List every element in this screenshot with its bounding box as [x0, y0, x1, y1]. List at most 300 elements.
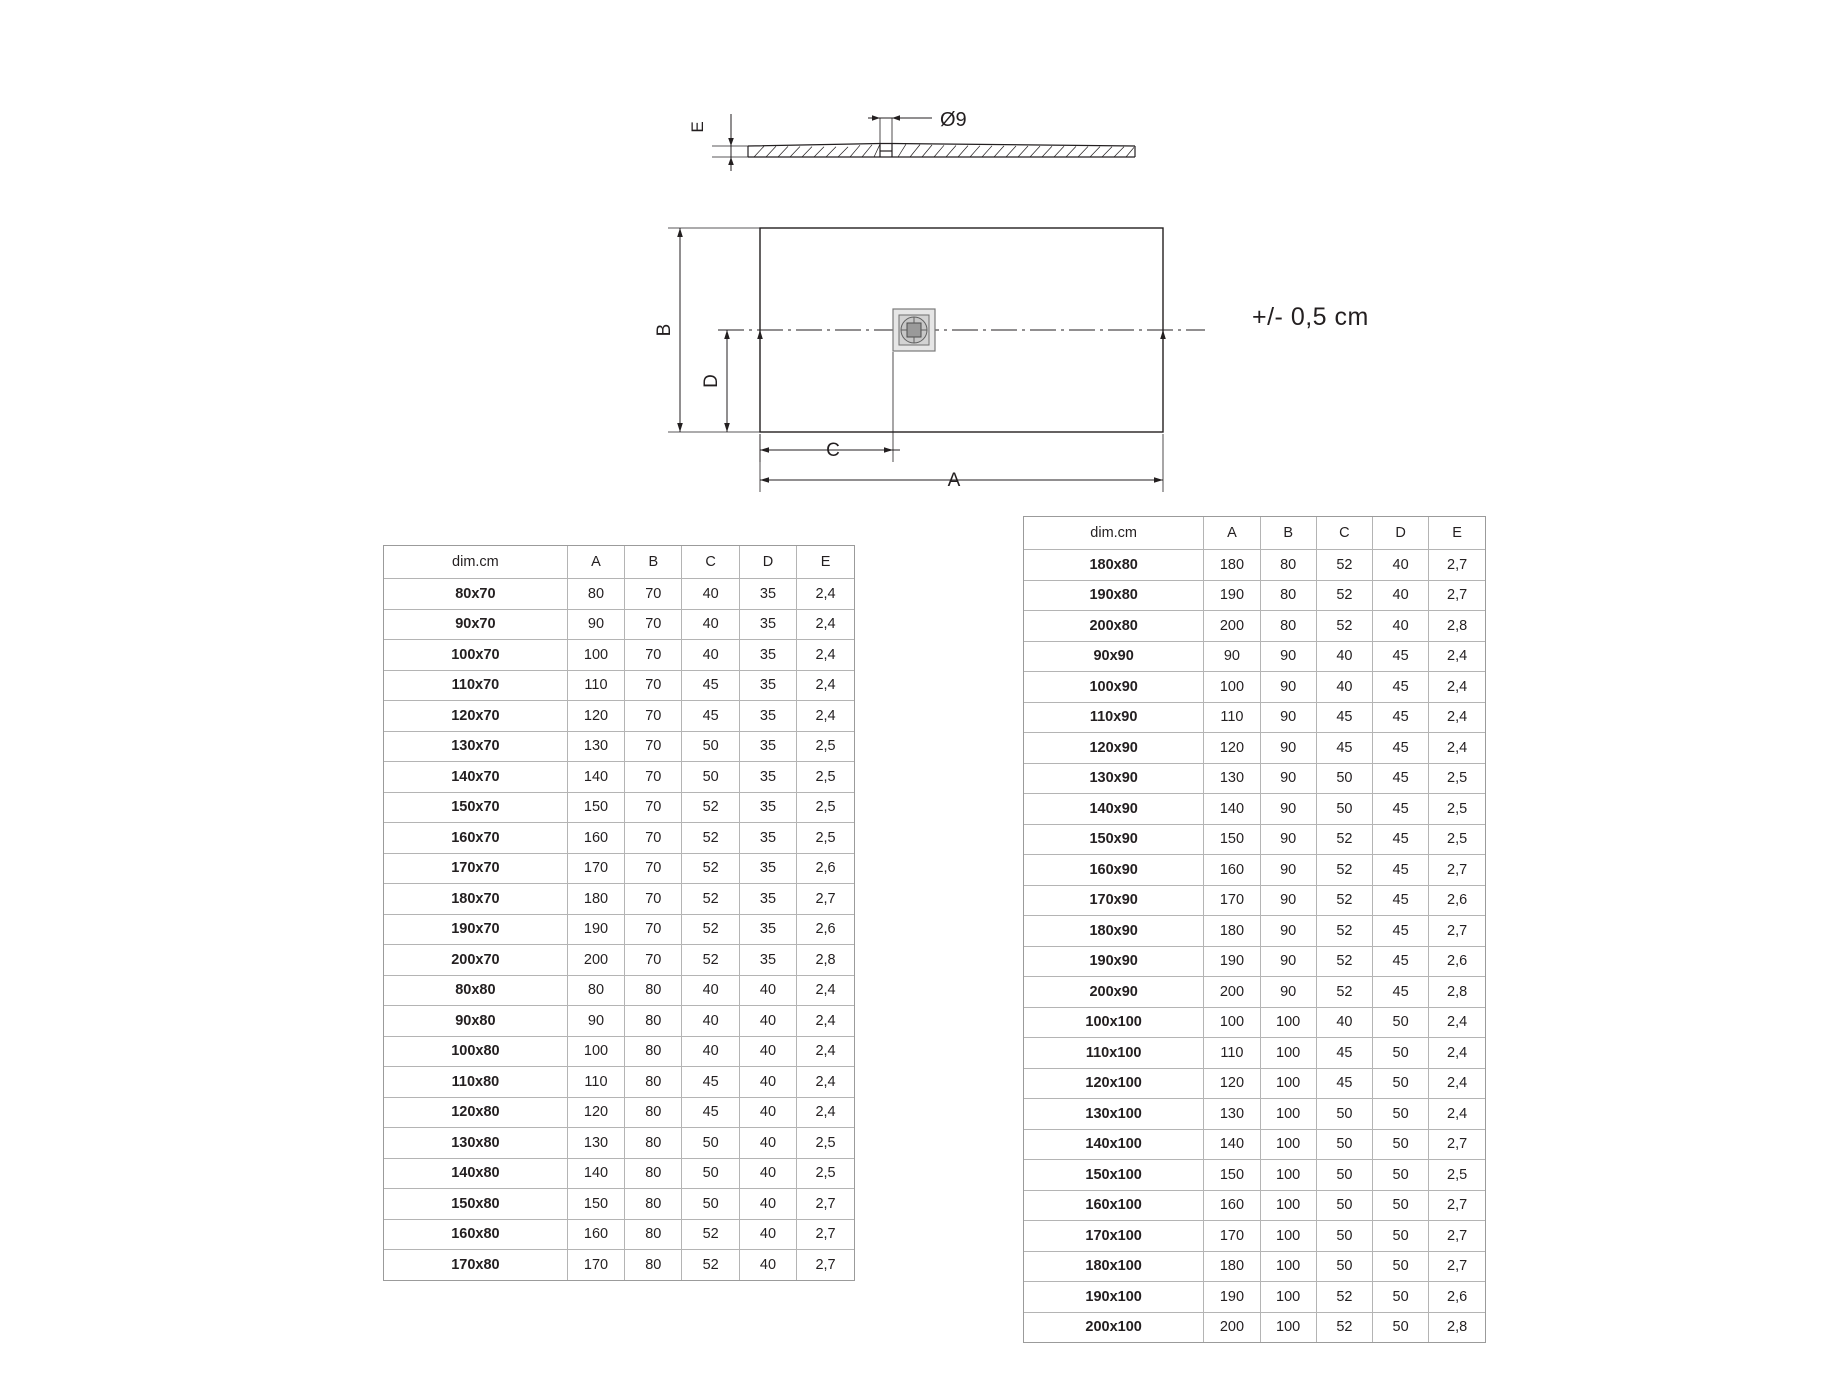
- cell-value: 90: [1260, 733, 1316, 764]
- cell-value: 50: [1373, 1038, 1429, 1069]
- column-header-dim: dim.cm: [384, 546, 567, 579]
- cell-value: 2,7: [1429, 550, 1485, 581]
- cell-value: 35: [739, 762, 796, 793]
- table-row: [384, 1128, 854, 1159]
- cell-dim: 120x100: [1024, 1068, 1204, 1099]
- cell-value: 200: [567, 945, 624, 976]
- table-row: [384, 579, 854, 610]
- cell-value: 90: [1260, 763, 1316, 794]
- table-row: [1024, 763, 1485, 794]
- cell-value: 140: [1204, 794, 1260, 825]
- cell-value: 100: [1260, 1099, 1316, 1130]
- cell-value: 2,5: [797, 823, 854, 854]
- cell-dim: 200x80: [1024, 611, 1204, 642]
- cell-dim: 140x90: [1024, 794, 1204, 825]
- cell-value: 40: [739, 975, 796, 1006]
- cell-value: 52: [682, 823, 739, 854]
- cell-value: 2,4: [797, 1097, 854, 1128]
- cell-dim: 110x70: [384, 670, 567, 701]
- cell-value: 50: [682, 731, 739, 762]
- cell-value: 120: [567, 1097, 624, 1128]
- cell-value: 40: [1373, 611, 1429, 642]
- cell-value: 45: [1316, 733, 1372, 764]
- cell-value: 2,4: [797, 701, 854, 732]
- table-row: [384, 884, 854, 915]
- cell-value: 50: [1316, 1221, 1372, 1252]
- cell-dim: 170x90: [1024, 885, 1204, 916]
- table-row: [1024, 1007, 1485, 1038]
- table-row: [1024, 611, 1485, 642]
- cell-value: 2,7: [1429, 580, 1485, 611]
- cell-value: 50: [1373, 1129, 1429, 1160]
- cell-value: 170: [567, 853, 624, 884]
- cell-value: 52: [1316, 1312, 1372, 1342]
- cell-dim: 90x80: [384, 1006, 567, 1037]
- cell-value: 50: [1316, 1190, 1372, 1221]
- cell-value: 100: [1260, 1068, 1316, 1099]
- cell-value: 2,4: [797, 1006, 854, 1037]
- table-row: [1024, 855, 1485, 886]
- cell-dim: 180x80: [1024, 550, 1204, 581]
- table-row: [1024, 1160, 1485, 1191]
- cell-value: 90: [1260, 824, 1316, 855]
- table-row: [1024, 733, 1485, 764]
- cell-value: 45: [682, 1097, 739, 1128]
- cell-value: 2,7: [1429, 855, 1485, 886]
- cell-value: 170: [1204, 885, 1260, 916]
- cell-dim: 110x100: [1024, 1038, 1204, 1069]
- cell-value: 2,5: [1429, 1160, 1485, 1191]
- cell-dim: 120x90: [1024, 733, 1204, 764]
- cell-value: 150: [567, 1189, 624, 1220]
- table-header-row: [384, 546, 854, 579]
- cell-value: 80: [625, 1128, 682, 1159]
- table-row: [1024, 1190, 1485, 1221]
- cell-value: 70: [625, 670, 682, 701]
- cell-value: 200: [1204, 611, 1260, 642]
- cell-value: 190: [1204, 580, 1260, 611]
- cell-value: 160: [567, 823, 624, 854]
- cell-value: 52: [1316, 946, 1372, 977]
- cell-value: 2,7: [797, 1219, 854, 1250]
- column-header-e: E: [797, 546, 854, 579]
- cell-value: 90: [1260, 672, 1316, 703]
- cell-dim: 140x80: [384, 1158, 567, 1189]
- column-header-a: A: [1204, 517, 1260, 550]
- cell-value: 120: [567, 701, 624, 732]
- table-header-row: [1024, 517, 1485, 550]
- table-row: [384, 762, 854, 793]
- cell-value: 40: [1373, 580, 1429, 611]
- cell-value: 35: [739, 701, 796, 732]
- cell-value: 80: [1260, 611, 1316, 642]
- cell-dim: 150x70: [384, 792, 567, 823]
- cell-value: 190: [567, 914, 624, 945]
- cell-value: 80: [625, 1036, 682, 1067]
- cell-value: 52: [1316, 824, 1372, 855]
- tolerance-note: +/- 0,5 cm: [1252, 303, 1369, 331]
- cell-value: 80: [1260, 580, 1316, 611]
- cell-value: 2,8: [1429, 977, 1485, 1008]
- cell-value: 100: [1260, 1190, 1316, 1221]
- cell-value: 2,4: [1429, 1068, 1485, 1099]
- cell-dim: 130x100: [1024, 1099, 1204, 1130]
- cell-value: 2,6: [1429, 1282, 1485, 1313]
- cell-value: 80: [625, 1006, 682, 1037]
- cell-value: 40: [1316, 1007, 1372, 1038]
- cell-value: 50: [1316, 763, 1372, 794]
- table-row: [1024, 641, 1485, 672]
- cell-value: 2,5: [797, 792, 854, 823]
- cell-value: 70: [625, 945, 682, 976]
- cell-value: 140: [567, 1158, 624, 1189]
- column-header-c: C: [682, 546, 739, 579]
- technical-drawing: [0, 0, 1846, 520]
- cell-value: 52: [1316, 1282, 1372, 1313]
- dimensions-table-right: [1023, 516, 1486, 1343]
- cell-value: 150: [1204, 1160, 1260, 1191]
- cell-value: 160: [567, 1219, 624, 1250]
- cell-dim: 130x90: [1024, 763, 1204, 794]
- cell-value: 100: [1260, 1221, 1316, 1252]
- cell-value: 70: [625, 853, 682, 884]
- shower-tray-drawing-svg: [0, 0, 1846, 520]
- cell-value: 80: [625, 1189, 682, 1220]
- cell-value: 52: [682, 945, 739, 976]
- cell-value: 50: [1316, 1099, 1372, 1130]
- cell-value: 160: [1204, 1190, 1260, 1221]
- cell-dim: 110x90: [1024, 702, 1204, 733]
- cell-value: 52: [682, 884, 739, 915]
- cell-value: 35: [739, 914, 796, 945]
- table-row: [384, 640, 854, 671]
- cell-value: 2,4: [797, 640, 854, 671]
- cell-value: 40: [1373, 550, 1429, 581]
- plan-d-label: D: [701, 374, 722, 388]
- cell-value: 100: [1260, 1038, 1316, 1069]
- table-row: [384, 792, 854, 823]
- table-row: [384, 731, 854, 762]
- table-row: [1024, 1099, 1485, 1130]
- cell-value: 50: [1316, 794, 1372, 825]
- cell-value: 2,4: [1429, 641, 1485, 672]
- cell-value: 40: [739, 1128, 796, 1159]
- cell-value: 170: [1204, 1221, 1260, 1252]
- table-row: [1024, 1038, 1485, 1069]
- cell-dim: 90x70: [384, 609, 567, 640]
- cell-dim: 150x90: [1024, 824, 1204, 855]
- cell-value: 45: [1373, 733, 1429, 764]
- cell-value: 40: [682, 1036, 739, 1067]
- cell-value: 50: [682, 1128, 739, 1159]
- cell-dim: 160x70: [384, 823, 567, 854]
- table-row: [1024, 977, 1485, 1008]
- cell-value: 80: [1260, 550, 1316, 581]
- section-view: [712, 114, 1135, 171]
- cell-value: 50: [1316, 1160, 1372, 1191]
- table-row: [1024, 1251, 1485, 1282]
- cell-value: 2,7: [1429, 1129, 1485, 1160]
- cell-dim: 80x70: [384, 579, 567, 610]
- cell-value: 52: [682, 1250, 739, 1280]
- diameter-label: Ø9: [940, 109, 967, 131]
- cell-value: 180: [1204, 916, 1260, 947]
- cell-value: 35: [739, 640, 796, 671]
- table-row: [384, 670, 854, 701]
- column-header-dim: dim.cm: [1024, 517, 1204, 550]
- cell-value: 2,7: [797, 884, 854, 915]
- cell-value: 200: [1204, 977, 1260, 1008]
- cell-value: 2,7: [1429, 1190, 1485, 1221]
- cell-value: 2,5: [797, 1158, 854, 1189]
- dimensions-table: [1024, 517, 1485, 1342]
- table-row: [1024, 1068, 1485, 1099]
- cell-value: 45: [1373, 763, 1429, 794]
- cell-value: 52: [682, 792, 739, 823]
- cell-value: 35: [739, 853, 796, 884]
- cell-value: 50: [1316, 1129, 1372, 1160]
- cell-value: 90: [567, 1006, 624, 1037]
- cell-value: 100: [567, 1036, 624, 1067]
- cell-dim: 190x90: [1024, 946, 1204, 977]
- cell-value: 50: [1373, 1007, 1429, 1038]
- table-row: [384, 853, 854, 884]
- table-row: [1024, 824, 1485, 855]
- cell-value: 35: [739, 609, 796, 640]
- cell-value: 80: [567, 975, 624, 1006]
- cell-dim: 200x70: [384, 945, 567, 976]
- cell-dim: 190x100: [1024, 1282, 1204, 1313]
- cell-value: 40: [739, 1158, 796, 1189]
- cell-value: 50: [1316, 1251, 1372, 1282]
- cell-dim: 150x80: [384, 1189, 567, 1220]
- cell-value: 2,4: [797, 1067, 854, 1098]
- cell-value: 2,7: [797, 1189, 854, 1220]
- cell-dim: 160x80: [384, 1219, 567, 1250]
- cell-value: 80: [625, 975, 682, 1006]
- cell-value: 52: [682, 914, 739, 945]
- plan-c-label: C: [826, 440, 840, 461]
- column-header-b: B: [1260, 517, 1316, 550]
- cell-value: 2,8: [797, 945, 854, 976]
- cell-value: 2,6: [797, 853, 854, 884]
- table-row: [1024, 916, 1485, 947]
- cell-value: 35: [739, 823, 796, 854]
- cell-value: 100: [1260, 1312, 1316, 1342]
- cell-value: 100: [1260, 1282, 1316, 1313]
- cell-value: 40: [682, 640, 739, 671]
- table-row: [384, 1006, 854, 1037]
- cell-value: 90: [1260, 946, 1316, 977]
- cell-value: 45: [1316, 1038, 1372, 1069]
- cell-value: 90: [1260, 641, 1316, 672]
- cell-value: 70: [625, 792, 682, 823]
- cell-value: 45: [1316, 1068, 1372, 1099]
- cell-value: 130: [1204, 763, 1260, 794]
- cell-value: 40: [739, 1189, 796, 1220]
- table-row: [384, 1250, 854, 1280]
- cell-dim: 150x100: [1024, 1160, 1204, 1191]
- cell-value: 70: [625, 579, 682, 610]
- cell-dim: 180x90: [1024, 916, 1204, 947]
- cell-dim: 180x100: [1024, 1251, 1204, 1282]
- cell-value: 50: [682, 1189, 739, 1220]
- cell-value: 40: [739, 1036, 796, 1067]
- cell-value: 70: [625, 609, 682, 640]
- column-header-e: E: [1429, 517, 1485, 550]
- cell-value: 45: [1373, 916, 1429, 947]
- cell-dim: 160x100: [1024, 1190, 1204, 1221]
- cell-value: 52: [1316, 855, 1372, 886]
- cell-value: 130: [567, 1128, 624, 1159]
- cell-value: 2,4: [1429, 702, 1485, 733]
- cell-value: 45: [1373, 977, 1429, 1008]
- cell-value: 40: [682, 975, 739, 1006]
- table-row: [384, 1036, 854, 1067]
- cell-value: 40: [739, 1097, 796, 1128]
- table-row: [384, 914, 854, 945]
- table-row: [384, 1219, 854, 1250]
- cell-value: 45: [1373, 855, 1429, 886]
- cell-value: 45: [682, 701, 739, 732]
- cell-value: 45: [1373, 946, 1429, 977]
- cell-value: 45: [1316, 702, 1372, 733]
- cell-value: 180: [567, 884, 624, 915]
- cell-value: 70: [625, 701, 682, 732]
- cell-value: 45: [1373, 641, 1429, 672]
- table-row: [384, 975, 854, 1006]
- cell-dim: 190x70: [384, 914, 567, 945]
- table-row: [384, 609, 854, 640]
- cell-value: 2,4: [797, 579, 854, 610]
- cell-value: 35: [739, 579, 796, 610]
- table-row: [1024, 1221, 1485, 1252]
- cell-value: 110: [1204, 1038, 1260, 1069]
- cell-value: 45: [1373, 672, 1429, 703]
- cell-value: 2,4: [797, 670, 854, 701]
- cell-value: 50: [1373, 1068, 1429, 1099]
- cell-value: 110: [1204, 702, 1260, 733]
- cell-value: 200: [1204, 1312, 1260, 1342]
- column-header-d: D: [1373, 517, 1429, 550]
- cell-value: 50: [682, 762, 739, 793]
- cell-dim: 170x80: [384, 1250, 567, 1280]
- cell-value: 80: [567, 579, 624, 610]
- cell-value: 2,8: [1429, 1312, 1485, 1342]
- cell-dim: 130x80: [384, 1128, 567, 1159]
- table-row: [1024, 672, 1485, 703]
- cell-value: 130: [1204, 1099, 1260, 1130]
- cell-value: 70: [625, 884, 682, 915]
- table-row: [1024, 1312, 1485, 1342]
- cell-dim: 100x80: [384, 1036, 567, 1067]
- cell-dim: 170x70: [384, 853, 567, 884]
- table-row: [384, 1097, 854, 1128]
- cell-value: 2,5: [797, 731, 854, 762]
- plan-view: [668, 228, 1205, 492]
- cell-value: 180: [1204, 550, 1260, 581]
- cell-value: 90: [1260, 885, 1316, 916]
- cell-dim: 120x70: [384, 701, 567, 732]
- column-header-a: A: [567, 546, 624, 579]
- cell-value: 2,7: [1429, 1251, 1485, 1282]
- cell-value: 100: [567, 640, 624, 671]
- cell-value: 35: [739, 792, 796, 823]
- cell-value: 2,7: [797, 1250, 854, 1280]
- cell-value: 45: [682, 1067, 739, 1098]
- cell-value: 80: [625, 1097, 682, 1128]
- cell-value: 110: [567, 1067, 624, 1098]
- cell-value: 90: [1260, 977, 1316, 1008]
- cell-value: 40: [739, 1219, 796, 1250]
- column-header-d: D: [739, 546, 796, 579]
- cell-dim: 120x80: [384, 1097, 567, 1128]
- cell-value: 52: [1316, 611, 1372, 642]
- cell-value: 2,7: [1429, 1221, 1485, 1252]
- cell-dim: 140x100: [1024, 1129, 1204, 1160]
- cell-value: 50: [1373, 1312, 1429, 1342]
- cell-value: 40: [739, 1250, 796, 1280]
- table-row: [384, 823, 854, 854]
- cell-value: 2,6: [797, 914, 854, 945]
- table-row: [384, 945, 854, 976]
- cell-value: 2,8: [1429, 611, 1485, 642]
- cell-value: 2,4: [1429, 733, 1485, 764]
- cell-value: 45: [1373, 885, 1429, 916]
- cell-value: 90: [1260, 916, 1316, 947]
- cell-dim: 160x90: [1024, 855, 1204, 886]
- cell-value: 170: [567, 1250, 624, 1280]
- cell-value: 35: [739, 731, 796, 762]
- cell-value: 52: [1316, 977, 1372, 1008]
- cell-value: 2,5: [1429, 794, 1485, 825]
- cell-dim: 170x100: [1024, 1221, 1204, 1252]
- cell-value: 80: [625, 1219, 682, 1250]
- cell-dim: 190x80: [1024, 580, 1204, 611]
- cell-value: 80: [625, 1067, 682, 1098]
- cell-dim: 100x100: [1024, 1007, 1204, 1038]
- table-row: [1024, 794, 1485, 825]
- cell-value: 90: [567, 609, 624, 640]
- cell-value: 40: [739, 1006, 796, 1037]
- table-row: [384, 1158, 854, 1189]
- table-row: [384, 1189, 854, 1220]
- cell-dim: 110x80: [384, 1067, 567, 1098]
- cell-value: 50: [1373, 1221, 1429, 1252]
- cell-dim: 100x90: [1024, 672, 1204, 703]
- cell-value: 45: [1373, 794, 1429, 825]
- cell-value: 45: [1373, 824, 1429, 855]
- cell-value: 70: [625, 731, 682, 762]
- cell-value: 2,5: [797, 1128, 854, 1159]
- cell-value: 190: [1204, 946, 1260, 977]
- column-header-c: C: [1316, 517, 1372, 550]
- cell-value: 2,4: [1429, 1007, 1485, 1038]
- cell-value: 120: [1204, 1068, 1260, 1099]
- cell-value: 80: [625, 1250, 682, 1280]
- cell-value: 100: [1260, 1160, 1316, 1191]
- cell-value: 2,4: [1429, 1099, 1485, 1130]
- cell-value: 40: [1316, 641, 1372, 672]
- section-e-label: E: [688, 121, 707, 133]
- cell-value: 100: [1260, 1007, 1316, 1038]
- cell-value: 100: [1260, 1129, 1316, 1160]
- cell-value: 52: [1316, 916, 1372, 947]
- cell-value: 2,5: [797, 762, 854, 793]
- cell-value: 52: [1316, 885, 1372, 916]
- cell-value: 2,6: [1429, 885, 1485, 916]
- cell-value: 50: [1373, 1160, 1429, 1191]
